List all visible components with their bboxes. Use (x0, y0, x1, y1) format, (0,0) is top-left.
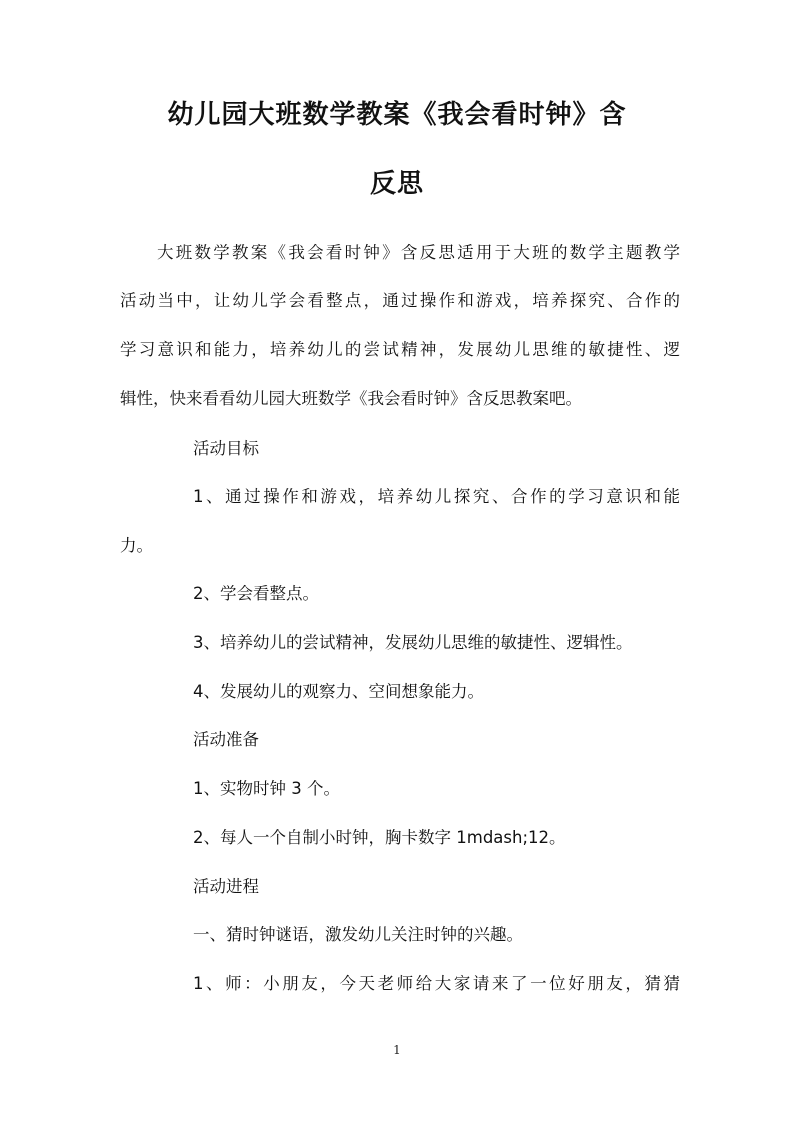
goal-item-4: 4、发展幼儿的观察力、空间想象能力。 (193, 682, 484, 701)
prep-item-1: 1、实物时钟 3 个。 (193, 779, 340, 798)
goal-item-1-line2: 力。 (120, 536, 153, 555)
goals-heading: 活动目标 (193, 439, 259, 458)
process-step-1: 一、猜时钟谜语，激发幼儿关注时钟的兴趣。 (193, 925, 523, 944)
intro-paragraph-line1: 大班数学教案《我会看时钟》含反思适用于大班的数学主题教学 (157, 243, 680, 262)
goal-item-2: 2、学会看整点。 (193, 584, 319, 603)
goal-item-3: 3、培养幼儿的尝试精神，发展幼儿思维的敏捷性、逻辑性。 (193, 633, 633, 652)
process-heading: 活动进程 (193, 877, 259, 896)
intro-paragraph-line4: 辑性，快来看看幼儿园大班数学《我会看时钟》含反思教案吧。 (120, 389, 582, 408)
document-title-line2: 反思 (369, 169, 424, 199)
page-number: 1 (393, 1043, 401, 1057)
prep-heading: 活动准备 (193, 730, 259, 749)
intro-paragraph-line2: 活动当中，让幼儿学会看整点，通过操作和游戏，培养探究、合作的 (120, 291, 680, 310)
intro-paragraph-line3: 学习意识和能力，培养幼儿的尝试精神，发展幼儿思维的敏捷性、逻 (120, 340, 680, 359)
process-step-1-1: 1、师：小朋友，今天老师给大家请来了一位好朋友，猜猜 (193, 974, 680, 993)
document-title-line1: 幼儿园大班数学教案《我会看时钟》含 (167, 100, 627, 130)
prep-item-2: 2、每人一个自制小时钟，胸卡数字 1mdash;12。 (193, 828, 566, 847)
goal-item-1-line1: 1、通过操作和游戏，培养幼儿探究、合作的学习意识和能 (193, 487, 680, 506)
